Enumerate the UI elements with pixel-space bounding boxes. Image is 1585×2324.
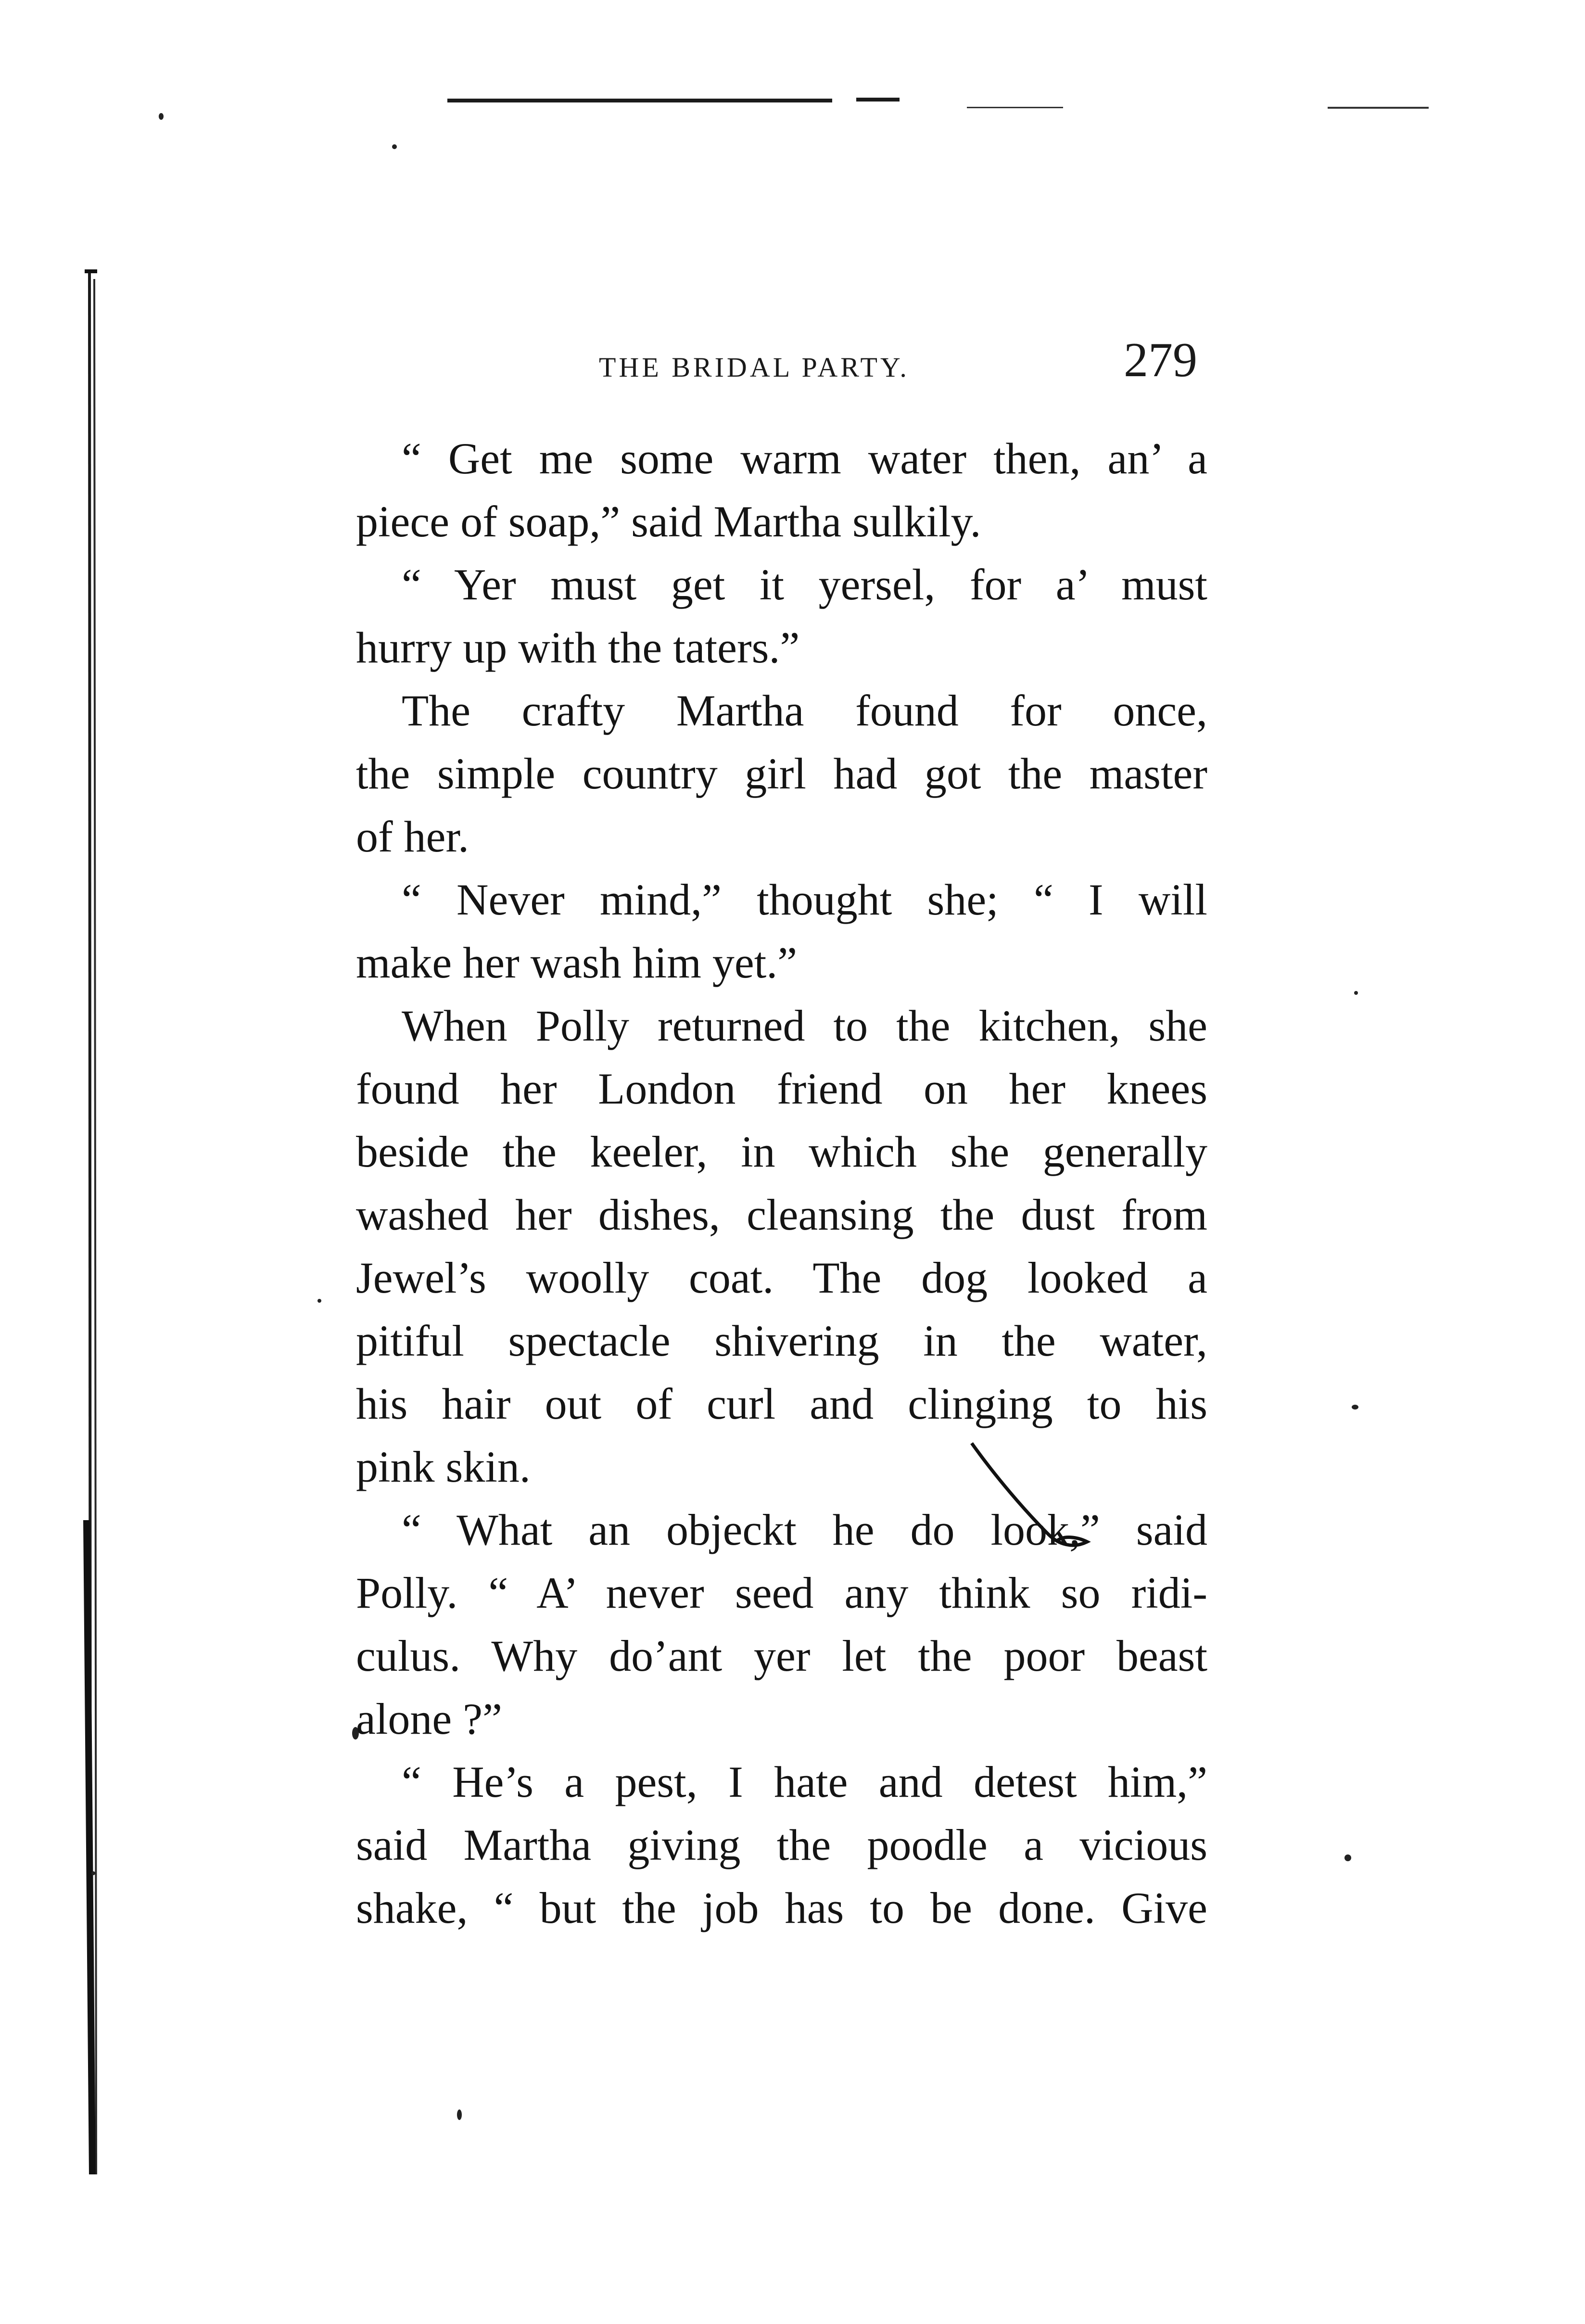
text-line: said Martha giving the poodle a vicious [356, 1820, 1207, 1869]
text-line: pitiful spectacle shivering in the water, [356, 1316, 1207, 1365]
top-scan-rule-short [856, 98, 900, 102]
text-line: “ Yer must get it yersel, for a’ must [402, 560, 1207, 609]
binding-edge [83, 269, 102, 2174]
body-text [356, 427, 1207, 1940]
text-line: piece of soap,” said Martha sulkily. [356, 497, 981, 546]
text-line: pink skin. [356, 1442, 531, 1491]
text-line: The crafty Martha found for once, [402, 686, 1207, 735]
page-number: 279 [1124, 333, 1197, 387]
text-line: “ Get me some warm water then, an’ a [402, 434, 1207, 483]
handwritten-pen-mark [967, 1438, 1102, 1563]
speck [317, 1299, 321, 1303]
text-line: “ He’s a pest, I hate and detest him,” [402, 1757, 1207, 1806]
top-scan-rule [447, 99, 832, 102]
text-line: hurry up with the taters.” [356, 623, 800, 672]
text-line: the simple country girl had got the master [356, 749, 1207, 798]
text-line: culus. Why do’ant yer let the poor beast [356, 1631, 1207, 1680]
speck [1344, 1854, 1351, 1861]
text-line: make her wash him yet.” [356, 938, 798, 987]
text-line: “ What an objeckt he do look,” said [402, 1505, 1207, 1554]
text-line: of her. [356, 812, 469, 861]
text-line: beside the keeler, in which she generally [356, 1127, 1207, 1176]
text-line: “ Never mind,” thought she; “ I will [402, 875, 1207, 924]
text-line: Polly. “ A’ never seed any think so ridi- [356, 1568, 1207, 1617]
top-scan-dash [1328, 107, 1429, 109]
speck [91, 1871, 95, 1875]
text-line: found her London friend on her knees [356, 1064, 1207, 1113]
text-line: washed her dishes, cleansing the dust from [356, 1190, 1207, 1239]
text-line: When Polly returned to the kitchen, she [402, 1001, 1207, 1050]
running-title: THE BRIDAL PARTY. [599, 352, 910, 383]
speck [392, 144, 397, 149]
speck [457, 2109, 462, 2120]
speck [159, 113, 164, 120]
top-scan-dash [967, 107, 1063, 108]
text-line: his hair out of curl and clinging to his [356, 1379, 1207, 1428]
speck [1354, 991, 1358, 995]
text-line: alone ?” [356, 1694, 502, 1743]
speck [1352, 1405, 1358, 1410]
text-line: shake, “ but the job has to be done. Give [356, 1883, 1207, 1932]
text-line: Jewel’s woolly coat. The dog looked a [356, 1253, 1207, 1302]
